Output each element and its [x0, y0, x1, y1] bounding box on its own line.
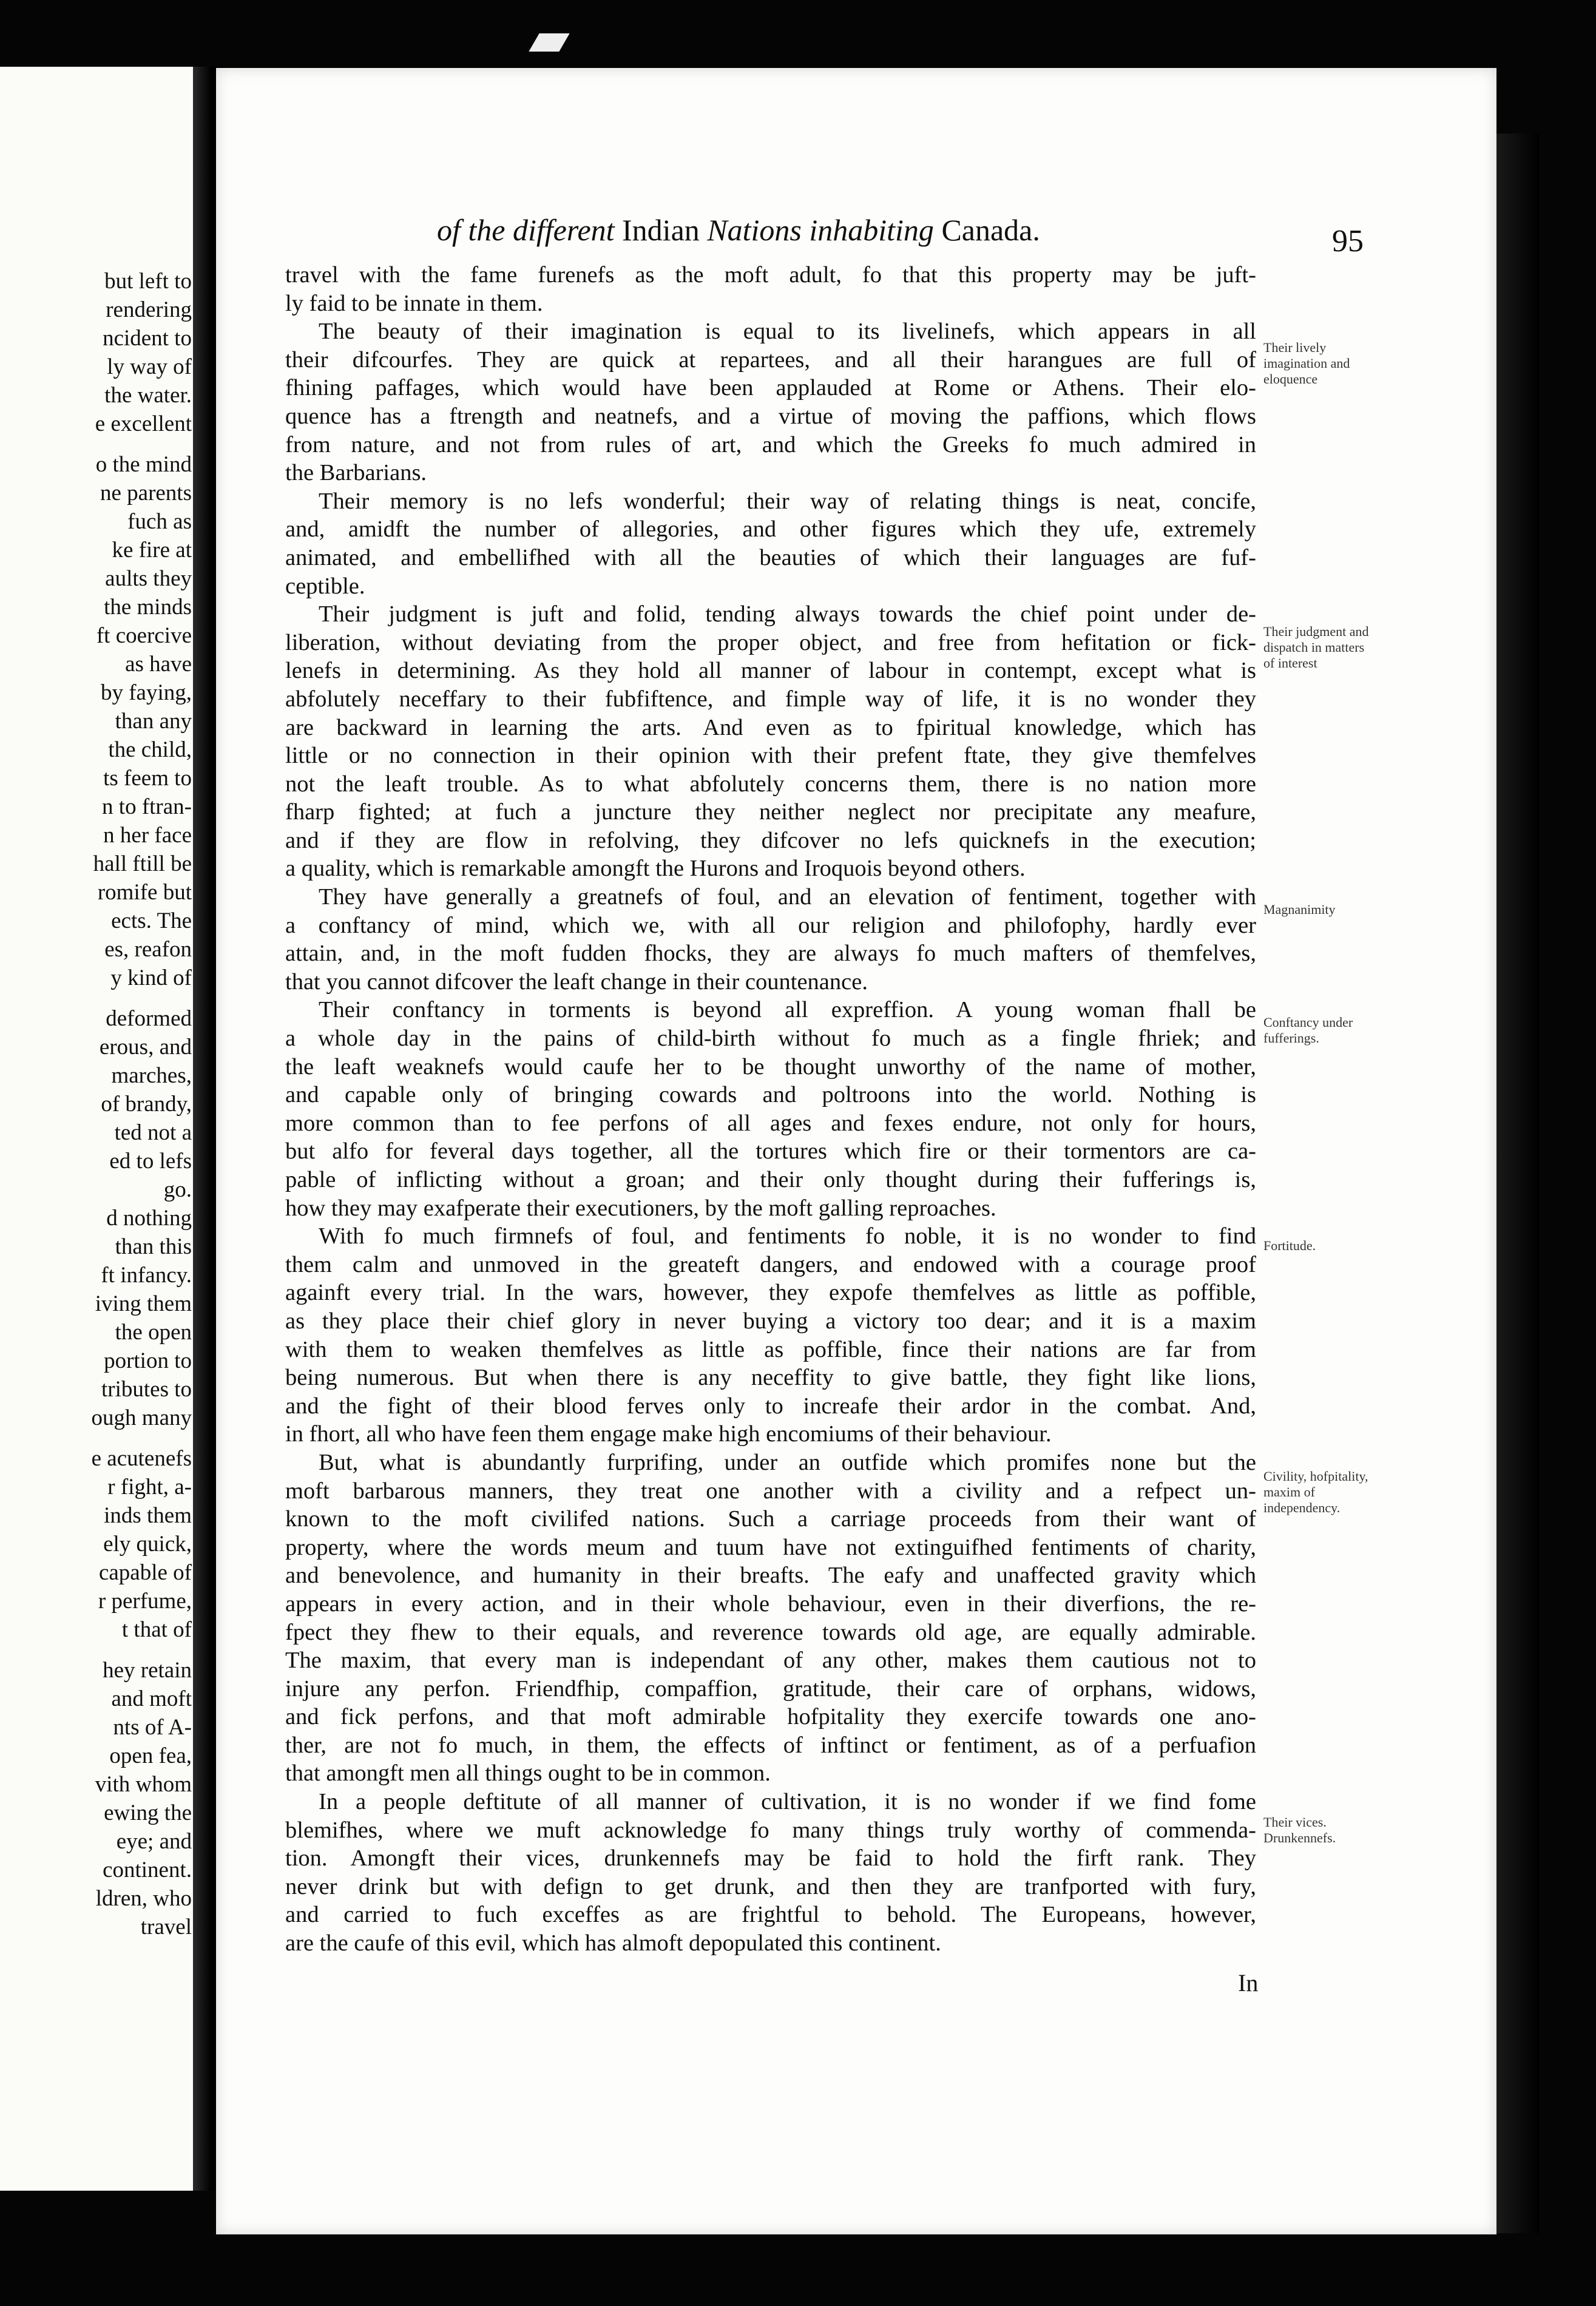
body-line: how they may exafperate their executioners, by the moft galling reproaches. [285, 1195, 996, 1221]
running-head-prefix: of the different [437, 213, 615, 247]
body-line: and, amidft the number of allegories, and other figures which they ufe, extremely [285, 516, 1256, 543]
body-line: fharp fighted; at fuch a juncture they neither neglect nor precipitate any meafure, [285, 799, 1256, 825]
body-line: Their conftancy in torments is beyond all expreffion. A young woman fhall be [319, 997, 1256, 1023]
left-page-line: r fight, a- [107, 1475, 192, 1500]
left-page-line: ewing the [104, 1801, 192, 1825]
body-line: their difcourfes. They are quick at repartees, and all their harangues are full of [285, 347, 1256, 373]
left-page-line: tributes to [101, 1377, 192, 1402]
left-page-line: ely quick, [103, 1532, 192, 1557]
left-page-line [0, 438, 192, 450]
body-line: are the caufe of this evil, which has almoft depopulated this continent. [285, 1930, 941, 1956]
body-line: never drink but with defign to get drunk, and then they are tranfported with fury, [285, 1873, 1256, 1899]
body-line: a whole day in the pains of child-birth without fo much as a fingle fhriek; and [285, 1026, 1256, 1052]
body-line: more common than to fee perfons of all ages and fexes endure, not only for hours, [285, 1110, 1256, 1136]
left-page-line: of brandy, [101, 1092, 192, 1117]
left-page-line: ft coercive [96, 623, 192, 648]
body-line: The maxim, that every man is independant of any other, makes them cautious not to [285, 1648, 1256, 1674]
left-page-line: deformed [106, 1006, 192, 1031]
left-page-line: d nothing [106, 1206, 192, 1231]
left-page-line: nts of A- [113, 1715, 192, 1740]
body-line: abfolutely neceffary to their fubfiftence, and fimple way of life, it is no wonder they [285, 686, 1256, 712]
body-line: are backward in learning the arts. And even as to fpiritual knowledge, which has [285, 714, 1256, 740]
body-line: property, where the words meum and tuum have not extinguifhed fentiments of charity, [285, 1534, 1256, 1560]
left-page-line: the child, [108, 737, 192, 762]
body-line: travel with the fame furenefs as the moft adult, fo that this property may be juft- [285, 262, 1256, 288]
body-line: a quality, which is remarkable amongft the Hurons and Iroquois beyond others. [285, 856, 1026, 882]
body-line: and carried to fuch exceffes as are frightful to behold. The Europeans, however, [285, 1902, 1256, 1928]
left-page-line: travel [140, 1915, 192, 1939]
left-page-line: inds them [104, 1503, 192, 1528]
left-page-line: r perfume, [98, 1589, 192, 1614]
body-line: ceptible. [285, 573, 365, 599]
left-page-line: by faying, [100, 680, 192, 705]
left-page-line: hall ftill be [93, 851, 192, 876]
margin-note: Fortitude. [1263, 1238, 1316, 1253]
body-line: In a people deftitute of all manner of cultivation, it is no wonder if we find fome [319, 1789, 1256, 1815]
body-text [285, 261, 1256, 1958]
margin-note: Their lively imagination and eloquence [1263, 340, 1350, 387]
body-line: in fhort, all who have feen them engage make high encomiums of their behaviour. [285, 1421, 1052, 1447]
body-line: But, what is abundantly furprifing, under an outfide which promifes none but the [319, 1449, 1256, 1475]
body-line: They have generally a greatnefs of foul, and an elevation of fentiment, together with [319, 884, 1256, 910]
running-head-nations: Nations [707, 213, 802, 247]
margin-note: Conftancy under fufferings. [1263, 1015, 1353, 1046]
body-line: known to the moft civilifed nations. Such a carriage proceeds from their want of [285, 1506, 1256, 1532]
left-page-line: go. [163, 1177, 192, 1202]
body-line: animated, and embellifhed with all the beauties of which their languages are fuf- [285, 544, 1256, 570]
left-page-line [0, 1644, 192, 1656]
body-line: The beauty of their imagination is equal to its livelinefs, which appears in all [319, 319, 1256, 345]
page-edge [1496, 134, 1539, 2233]
body-line: lenefs in determining. As they hold all manner of labour in contempt, except what is [285, 658, 1256, 684]
left-page-line: than any [115, 709, 192, 734]
body-line: tion. Amongft their vices, drunkennefs may be faid to hold the firft rank. They [285, 1845, 1256, 1872]
running-head [437, 212, 1226, 248]
margin-note: Civility, hofpitality, maxim of independency. [1263, 1469, 1368, 1515]
left-page-line: ed to lefs [109, 1149, 192, 1174]
margin-note: Their judgment and dispatch in matters of interest [1263, 624, 1369, 671]
left-page-line: the minds [104, 595, 192, 620]
left-page-line: n to ftran- [102, 794, 192, 819]
body-line: a conftancy of mind, which we, with all our religion and philofophy, hardly ever [285, 912, 1256, 938]
left-page-line: open fea, [109, 1743, 192, 1768]
left-page-line: n her face [103, 823, 192, 848]
left-page-line: ke fire at [112, 538, 192, 563]
body-line: With fo much firmnefs of foul, and fentiments fo noble, it is no wonder to find [319, 1223, 1256, 1249]
body-line: Their judgment is juft and folid, tending always towards the chief point under de- [319, 601, 1256, 627]
catchword: In [1238, 1969, 1259, 1997]
left-page-line: the open [115, 1320, 192, 1345]
left-page-line: continent. [103, 1858, 192, 1882]
margin-note: Magnanimity [1263, 902, 1336, 917]
body-line: blemifhes, where we muft acknowledge fo many things truly worthy of commenda- [285, 1817, 1256, 1843]
body-line: being numerous. But when there is any neceffity to give battle, they fight like lions, [285, 1365, 1256, 1391]
left-facing-page [0, 67, 194, 2191]
body-line: and the fight of their blood ferves only to increafe their ardor in the combat. And, [285, 1393, 1256, 1419]
margin-note: Their vices. Drunkennefs. [1263, 1814, 1336, 1845]
body-line: that amongft men all things ought to be in common. [285, 1760, 771, 1787]
body-line: moft barbarous manners, they treat one another with a civility and a refpect un- [285, 1478, 1256, 1504]
left-page-line: ldren, who [95, 1886, 192, 1911]
body-line: but alfo for feveral days together, all the tortures which fire or their tormentors are ca- [285, 1138, 1256, 1165]
left-page-line: t that of [121, 1617, 192, 1642]
left-page-line: ne parents [100, 481, 192, 505]
left-page-line: e acutenefs [91, 1446, 192, 1471]
left-page-line: and moft [111, 1686, 192, 1711]
left-page-line: ncident to [103, 326, 192, 351]
body-line: from nature, and not from rules of art, and which the Greeks fo much admired in [285, 431, 1256, 458]
running-head-canada: Canada. [941, 213, 1040, 247]
body-line: pable of inflicting without a groan; and their only thought during their fufferings is, [285, 1167, 1256, 1192]
body-line: Their memory is no lefs wonderful; their way of relating things is neat, concife, [319, 488, 1256, 514]
left-page-line: ts feem to [103, 766, 192, 791]
left-page-line: iving them [95, 1291, 192, 1316]
body-line: liberation, without deviating from the proper object, and free from hefitation or fick- [285, 629, 1256, 655]
body-line: and fick perfons, and that moft admirable hofpitality they exercife towards one ano- [285, 1704, 1256, 1730]
running-head-indian: Indian [622, 213, 700, 247]
body-line: the leaft weaknefs would caufe her to be thought unworthy of the name of mother, [285, 1053, 1256, 1080]
left-page-line: eye; and [116, 1829, 192, 1854]
left-page-line: ects. The [111, 908, 192, 933]
left-page-line: portion to [104, 1348, 192, 1373]
body-line: and benevolence, and humanity in their breafts. The eafy and unaffected gravity which [285, 1563, 1256, 1589]
body-line: attain, and, in the moft fudden fhocks, they are always fo much mafters of themfelves, [285, 941, 1256, 967]
left-page-text [0, 267, 194, 1941]
body-line: the Barbarians. [285, 460, 427, 486]
body-line: injure any perfon. Friendfhip, compaffion, gratitude, their care of orphans, widows, [285, 1675, 1256, 1702]
left-page-line [0, 992, 192, 1004]
body-line: and capable only of bringing cowards and poltroons into the world. Nothing is [285, 1082, 1256, 1108]
page-number: 95 [1332, 224, 1364, 259]
body-line: quence has a ftrength and neatnefs, and a virtue of moving the paffions, which flows [285, 403, 1256, 429]
left-page-line: aults they [105, 566, 192, 591]
body-line: fhining paffages, which would have been applauded at Rome or Athens. Their elo- [285, 375, 1256, 401]
body-line: little or no connection in their opinion with their prefent ftate, they give themfelves [285, 743, 1256, 769]
left-page-line: marches, [111, 1063, 192, 1088]
left-page-line: rendering [106, 297, 192, 322]
body-line: ther, are not fo much, in them, the effects of inftinct or fentiment, as of a perfuafion [285, 1732, 1256, 1758]
left-page-line: ft infancy. [101, 1263, 192, 1288]
left-page-line: fuch as [127, 509, 192, 534]
left-page-line: y kind of [110, 965, 192, 990]
left-page-line: ough many [91, 1405, 192, 1430]
left-page-line: e excellent [95, 411, 192, 436]
body-line: them calm and unmoved in the greateft dangers, and endowed with a courage proof [285, 1251, 1256, 1277]
left-page-line: romife but [97, 880, 192, 905]
body-line: fpect they fhew to their equals, and reverence towards old age, are equally admirable. [285, 1619, 1256, 1645]
left-page-line: but left to [104, 269, 192, 294]
left-page-line: the water. [104, 383, 192, 408]
body-line: with them to weaken themfelves as little as poffible, fince their nations are far from [285, 1336, 1256, 1362]
body-line: ly faid to be innate in them. [285, 290, 543, 316]
left-page-line: vith whom [95, 1772, 192, 1797]
body-line: appears in every action, and in their whole behaviour, even in their diverfions, the re- [285, 1591, 1256, 1617]
left-page-line: as have [125, 652, 192, 677]
left-page-line: erous, and [99, 1035, 192, 1060]
left-page-line: ly way of [107, 354, 192, 379]
body-line: that you cannot difcover the leaft change in their countenance. [285, 969, 868, 995]
body-line: againft every trial. In the wars, however, they expofe themfelves as little as poffible, [285, 1280, 1256, 1306]
left-page-line: capable of [98, 1560, 192, 1585]
running-head-inhabiting: inhabiting [809, 213, 934, 247]
left-page-line: es, reafon [104, 937, 192, 962]
left-page-line [0, 1432, 192, 1444]
body-line: and if they are flow in refolving, they difcover no lefs quicknefs in the execution; [285, 827, 1256, 853]
body-line: as they place their chief glory in never buying a victory too dear; and it is a maxim [285, 1308, 1256, 1334]
left-page-line: ted not a [114, 1120, 192, 1145]
left-page-line: o the mind [95, 452, 192, 477]
body-line: not the leaft trouble. As to what abfolutely concerns them, there is no nation more [285, 771, 1256, 797]
left-page-line: than this [115, 1234, 192, 1259]
left-page-line: hey retain [103, 1658, 192, 1683]
